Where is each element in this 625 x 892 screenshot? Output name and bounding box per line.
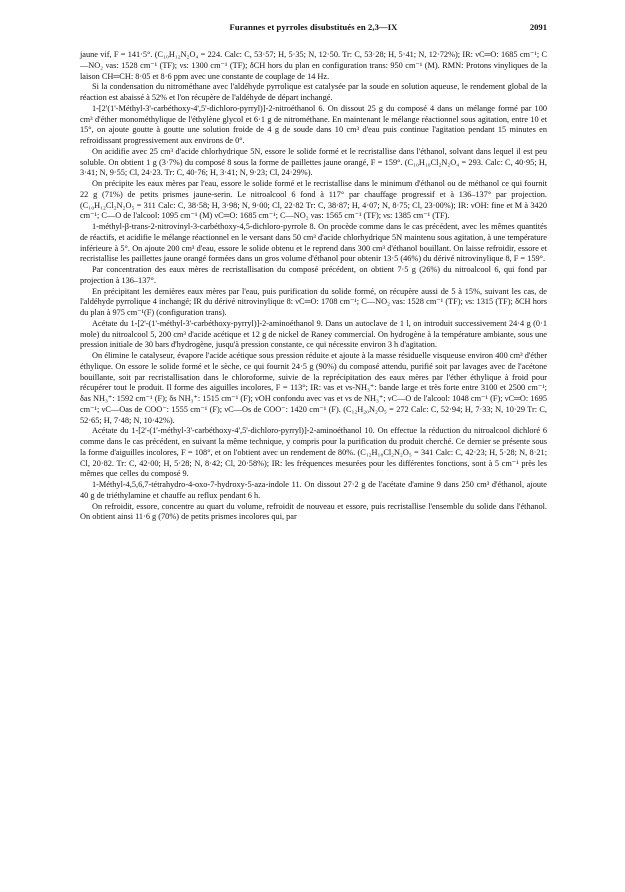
page-number: 2091 — [529, 22, 547, 32]
page-header — [80, 22, 547, 36]
body-paragraph: Si la condensation du nitrométhane avec l'aldéhyde pyrrolique est catalysée par la soude en solution aqueuse, le rendement global de la réaction est abaissé à 52% et l'on récupère de l'aldéhyde de départ inchangé. — [80, 82, 547, 102]
body-paragraph: On refroidit, essore, concentre au quart du volume, refroidit de nouveau et essore, puis recristallise l'ensemble du solide dans l'éthanol. On obtient ainsi 11·6 g (70%) de petits prismes incolores qui, par — [80, 501, 547, 522]
body-paragraph: Acétate du 1-[2'-(1'-méthyl-3'-carbéthoxy-pyrryl)]-2-aminoéthanol 9. Dans un autoclave de 1 l, on introduit successivement 24·4 g (0·1 mole) du nitroalcool 5, 200 cm³ d'acide acétique et 12 g de nickel de Raney commercial. On hydrogène à la température ambiante, sous une pression initiale de 30 bars d'hydrogène, jusqu'à pression constante, ce qui nécessite environ 3 h d'agitation. — [80, 318, 547, 350]
body-paragraph: On élimine le catalyseur, évapore l'acide acétique sous pression réduite et ajoute à la masse résiduelle visqueuse environ 400 cm³ d'éther éthylique. On essore le solide formé et le sèche, ce qui fournit 24·5 g (90%) du composé attendu, purifié soit par lavages avec de l'acétone bouillante, soit par recristallisation dans le chloroforme, suivie de la reprécipitation des eaux mères par l'éther éthylique à froid pour récupérer tout le produit. Il forme des aiguilles incolores, F = 113°; IR: νas et νs-NH₃⁺: bande large et très forte entre 3100 et 2500 cm⁻¹; δas NH₃⁺: 1592 cm⁻¹ (F); δs NH₃⁺: 1515 cm⁻¹ (F); νOH confondu avec νas et νs de NH₃⁺; νC—O de l'alcool: 1048 cm⁻¹ (F); νC═O: 1695 cm⁻¹; νC—Oas de COO⁻: 1555 cm⁻¹ (F); νC—Os de COO⁻: 1420 cm⁻¹ (F). (C₁₂H₂₀N₂O₅ = 272 Calc: C, 52·94; H, 7·33; N, 10·29 Tr: C, 52·65; H, 7·48; N, 10·42%). — [80, 351, 547, 425]
body-paragraph: On acidifie avec 25 cm³ d'acide chlorhydrique 5N, essore le solide formé et le recristallise dans l'éthanol, solvant dans lequel il est peu soluble. On obtient 1 g (3·7%) du composé 8 sous la forme de paillettes jaune orangé, F = 159°. (C₁₀H₁₀Cl₂N₂O₄ = 293. Calc: C, 40·95; H, 3·41; N, 9·55; Cl, 24·23. Tr: C, 40·76; H, 3·41; N, 9·23; Cl, 24·29%). — [80, 146, 547, 178]
article-body — [80, 50, 547, 523]
body-paragraph: 1-Méthyl-4,5,6,7-tétrahydro-4-oxo-7-hydroxy-5-aza-indole 11. On dissout 27·2 g de l'acétate d'amine 9 dans 250 cm³ d'éthanol, ajoute 40 g de triéthylamine et chauffe au reflux pendant 6 h. — [80, 480, 547, 500]
body-paragraph: jaune vif, F = 141·5°. (C₁₀H₁₂N₂O₄ = 224. Calc: C, 53·57; H, 5·35; N, 12·50. Tr: C, 53·28; H, 5·41; N, 12·72%); IR: νC═O: 1685 cm⁻¹; C—NO₂ νas: 1528 cm⁻¹ (TF); νs: 1300 cm⁻¹ (TF); δCH hors du plan en configuration trans: 950 cm⁻¹ (M). RMN: Protons vinyliques de la laison CH═CH: 8·05 et 8·6 ppm avec une constante de couplage de 14 Hz. — [80, 50, 547, 81]
body-paragraph: 1-méthyl-β-trans-2-nitrovinyl-3-carbéthoxy-4,5-dichloro-pyrrole 8. On procède comme dans le cas précédent, avec les mêmes quantités de réactifs, et acidifie le mélange réactionnel en le versant dans 50 cm³ d'acide chlorhydrique 5N maintenu sous agitation, à une température inférieure à 5°. On ajoute 200 cm³ d'eau, essore le solide obtenu et le reprend dans 300 cm³ d'éthanol bouillant. On laisse refroidir, essore et recristallise les paillettes jaune orangé formées dans un gros volume d'éthanol pour obtenir 13·5 (46%) du dérivé nitrovinylique 8, F = 159°. — [80, 222, 547, 264]
body-paragraph: Par concentration des eaux mères de recristallisation du composé précédent, on obtient 7·5 g (26%) du nitroalcool 6, qui fond par projection à 136–137°. — [80, 265, 547, 285]
running-title: Furannes et pyrroles disubstitués en 2,3—IX — [229, 22, 398, 32]
body-paragraph: On précipite les eaux mères par l'eau, essore le solide formé et le recristallise dans le minimum d'éthanol ou de méthanol ce qui fournit 22 g (71%) de petits prismes jaune-serin. Le nitroalcool 6 fond à 117° par chauffage progressif et à 136–137° par projection. (C₁₀H₁₂Cl₂N₂O₅ = 311 Calc: C, 38·58; H, 3·98; N, 9·00; Cl, 22·82 Tr: C, 38·87; H, 4·07; N, 8·75; Cl, 23·00%); IR: νOH: fine et M à 3420 cm⁻¹; C—O de l'alcool: 1095 cm⁻¹ (M) νC═O: 1685 cm⁻¹; C—NO₂ νas: 1565 cm⁻¹ (TF); νs: 1385 cm⁻¹ (TF). — [80, 179, 547, 221]
body-paragraph: Acétate du 1-[2'-(1'-méthyl-3'-carbéthoxy-4',5'-dichloro-pyrryl)]-2-aminoéthanol 10. On effectue la réduction du nitroalcool dichloré 6 comme dans le cas précédent, en suivant la même technique, y compris pour la purification du produit cherché. Ce dernier se présente sous la forme d'aiguilles incolores, F = 108°, et on l'obtient avec un rendement de 80%. (C₁₂H₁₈Cl₂N₂O₅ = 341 Calc: C, 42·23; H, 5·28; N, 8·21; Cl, 20·82. Tr: C, 42·00; H, 5·28; N, 8·42; Cl, 20·58%); IR: les fréquences mesurées pour les différentes fonctions, sont à 5 cm⁻¹ près les mêmes que celles du composé 9. — [80, 426, 547, 479]
body-paragraph: En précipitant les dernières eaux mères par l'eau, puis purification du solide formé, on récupère aussi de 5 à 15%, suivant les cas, de l'aldéhyde pyrrolique 4 inchangé; IR du dérivé nitrovinylique 8: νC═O: 1708 cm⁻¹; C—NO₂ νas: 1528 cm⁻¹ (TF); νs: 1315 (TF); δCH hors du plan à 975 cm⁻¹(F) (configuration trans). — [80, 286, 547, 317]
body-paragraph: 1-[2'(1'-Méthyl-3'-carbéthoxy-4',5'-dichloro-pyrryl)]-2-nitroéthanol 6. On dissout 25 g du composé 4 dans un mélange formé par 100 cm³ d'éther monométhylique de l'éthylène glycol et 6·1 g de nitrométhane. En maintenant le mélange réactionnel sous agitation, entre 10 et 15°, on ajoute goutte à goutte une solution froide de 4 g de soude dans 10 cm³ d'eau puis continue l'agitation pendant 15 minutes en refroidissant progressivement aux environs de 0°. — [80, 103, 547, 145]
